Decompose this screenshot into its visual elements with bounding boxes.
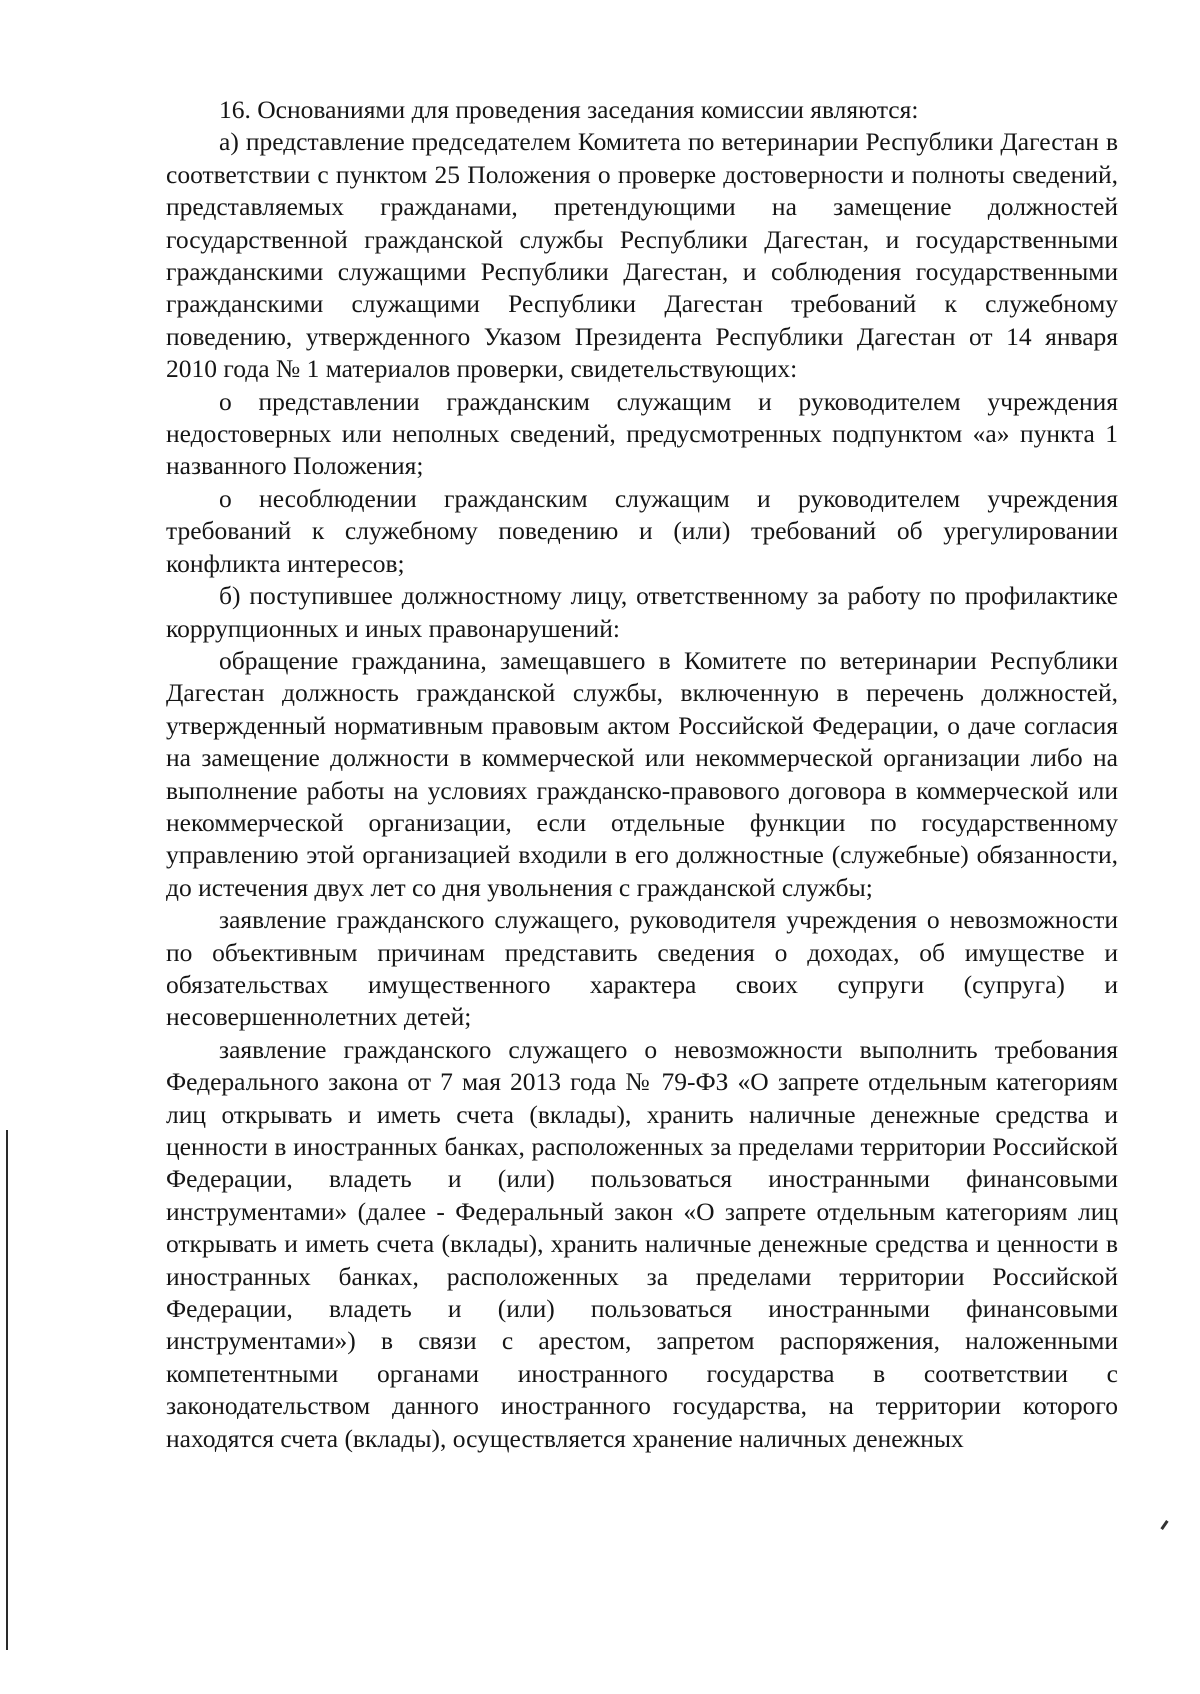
- paragraph-b-item-2: заявление гражданского служащего, руководителя учреждения о невозможности по объективным причинам представить сведения о доходах, об имуществе и обязательствах имущественного характера своих супруги (супруга) и несовершеннолетних детей;: [166, 905, 1118, 1032]
- scan-mark: [1160, 1520, 1168, 1530]
- paragraph-b: б) поступившее должностному лицу, ответственному за работу по профилактике коррупционных и иных правонарушений:: [166, 581, 1118, 643]
- scan-edge-line: [6, 1130, 8, 1650]
- document-body: [166, 94, 1118, 1455]
- paragraph-a: а) представление председателем Комитета по ветеринарии Республики Дагестан в соответствии с пунктом 25 Положения о проверке достоверности и полноты сведений, представляемых гражданами, претендующими на замещение должностей государственной гражданской службы Республики Дагестан, и государственными гражданскими служащими Республики Дагестан, и соблюдения государственными гражданскими служащими Республики Дагестан требований к служебному поведению, утвержденного Указом Президента Республики Дагестан от 14 января 2010 года № 1 материалов проверки, свидетельствующих:: [166, 127, 1118, 384]
- paragraph-a-item-2: о несоблюдении гражданским служащим и руководителем учреждения требований к служебному поведению и (или) требований об урегулировании конфликта интересов;: [166, 483, 1118, 578]
- paragraph-16-intro: 16. Основаниями для проведения заседания комиссии являются:: [219, 95, 919, 124]
- paragraph-a-item-1: о представлении гражданским служащим и руководителем учреждения недостоверных или неполных сведений, предусмотренных подпунктом «а» пункта 1 названного Положения;: [166, 386, 1118, 481]
- paragraph-b-item-1: обращение гражданина, замещавшего в Комитете по ветеринарии Республики Дагестан должность гражданской службы, включенную в перечень должностей, утвержденный нормативным правовым актом Российской Федерации, о даче согласия на замещение должности в коммерческой или некоммерческой организации либо на выполнение работы на условиях гражданско-правового договора в коммерческой или некоммерческой организации, если отдельные функции по государственному управлению этой организацией входили в его должностные (служебные) обязанности, до истечения двух лет со дня увольнения с гражданской службы;: [166, 645, 1118, 902]
- paragraph-b-item-3: заявление гражданского служащего о невозможности выполнить требования Федерального закона от 7 мая 2013 года № 79-ФЗ «О запрете отдельным категориям лиц открывать и иметь счета (вклады), хранить наличные денежные средства и ценности в иностранных банках, расположенных за пределами территории Российской Федерации, владеть и (или) пользоваться иностранными финансовыми инструментами» (далее - Федеральный закон «О запрете отдельным категориям лиц открывать и иметь счета (вклады), хранить наличные денежные средства и ценности в иностранных банках, расположенных за пределами территории Российской Федерации, владеть и (или) пользоваться иностранными финансовыми инструментами») в связи с арестом, запретом распоряжения, наложенными компетентными органами иностранного государства в соответствии с законодательством данного иностранного государства, на территории которого находятся счета (вклады), осуществляется хранение наличных денежных: [166, 1034, 1118, 1453]
